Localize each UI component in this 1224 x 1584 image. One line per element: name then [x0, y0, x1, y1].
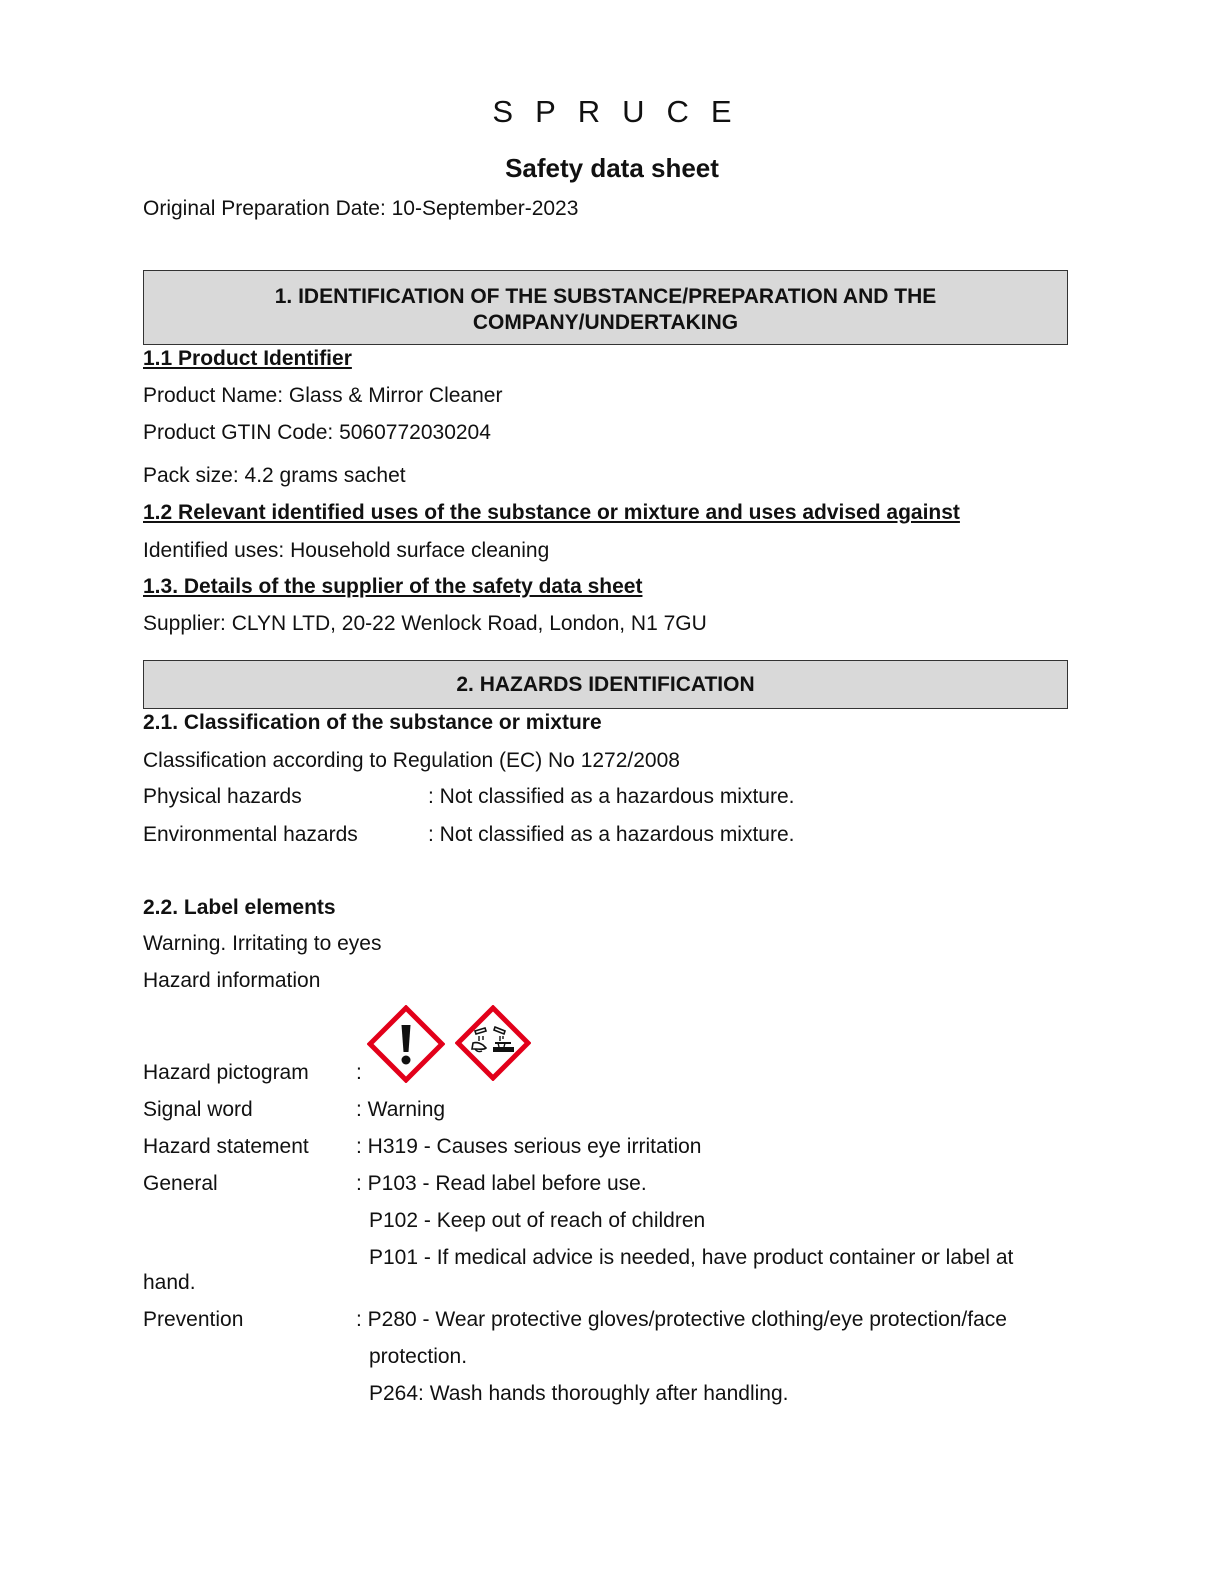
- signal-word-label: Signal word: [143, 1098, 253, 1121]
- subsection-1-3-heading: 1.3. Details of the supplier of the safety data sheet: [143, 575, 643, 598]
- pack-size: Pack size: 4.2 grams sachet: [143, 464, 406, 487]
- exclamation-mark-icon: [367, 1005, 445, 1083]
- prevention-p264: P264: Wash hands thoroughly after handling.: [369, 1382, 789, 1405]
- prevention-label: Prevention: [143, 1308, 244, 1331]
- subsection-1-2-heading: 1.2 Relevant identified uses of the substance or mixture and uses advised against: [143, 501, 960, 524]
- prevention-p280: : P280 - Wear protective gloves/protective clothing/eye protection/face: [356, 1308, 1007, 1331]
- supplier: Supplier: CLYN LTD, 20-22 Wenlock Road, London, N1 7GU: [143, 612, 707, 635]
- preparation-date: Original Preparation Date: 10-September-2023: [143, 197, 579, 220]
- hazard-statement-value: : H319 - Causes serious eye irritation: [356, 1135, 702, 1158]
- general-p101: P101 - If medical advice is needed, have product container or label at: [369, 1246, 1014, 1269]
- section-2-heading: [143, 660, 1068, 709]
- warning-text: Warning. Irritating to eyes: [143, 932, 382, 955]
- hazard-information: Hazard information: [143, 969, 321, 992]
- signal-word-value: : Warning: [356, 1098, 446, 1121]
- hazard-pictogram-colon: :: [356, 1061, 362, 1084]
- general-p101-continued: hand.: [143, 1271, 196, 1294]
- hazard-pictogram-label: Hazard pictogram: [143, 1061, 309, 1084]
- physical-hazards-label: Physical hazards: [143, 785, 302, 808]
- section-2-heading-text: 2. HAZARDS IDENTIFICATION: [456, 673, 755, 696]
- section-1-heading: [143, 270, 1068, 345]
- product-name: Product Name: Glass & Mirror Cleaner: [143, 384, 503, 407]
- subsection-1-1-heading: 1.1 Product Identifier: [143, 347, 352, 370]
- subsection-2-2-heading: 2.2. Label elements: [143, 896, 336, 919]
- page-title: Safety data sheet: [505, 153, 719, 183]
- section-1-heading-line2: COMPANY/UNDERTAKING: [472, 311, 739, 334]
- general-p103: : P103 - Read label before use.: [356, 1172, 647, 1195]
- subsection-2-1-heading: 2.1. Classification of the substance or mixture: [143, 711, 602, 734]
- identified-uses: Identified uses: Household surface cleaning: [143, 539, 550, 562]
- classification-regulation: Classification according to Regulation (EC) No 1272/2008: [143, 749, 680, 772]
- brand-logo: SPRUCE: [492, 94, 754, 129]
- hazard-statement-label: Hazard statement: [143, 1135, 309, 1158]
- general-p102: P102 - Keep out of reach of children: [369, 1209, 706, 1232]
- environmental-hazards-value: : Not classified as a hazardous mixture.: [428, 823, 795, 846]
- corrosion-icon: [455, 1005, 531, 1081]
- physical-hazards-value: : Not classified as a hazardous mixture.: [428, 785, 795, 808]
- product-gtin: Product GTIN Code: 5060772030204: [143, 421, 491, 444]
- section-1-heading-line1: 1. IDENTIFICATION OF THE SUBSTANCE/PREPARATION AND THE: [274, 285, 937, 308]
- prevention-p280-continued: protection.: [369, 1345, 468, 1368]
- general-label: General: [143, 1172, 218, 1195]
- environmental-hazards-label: Environmental hazards: [143, 823, 358, 846]
